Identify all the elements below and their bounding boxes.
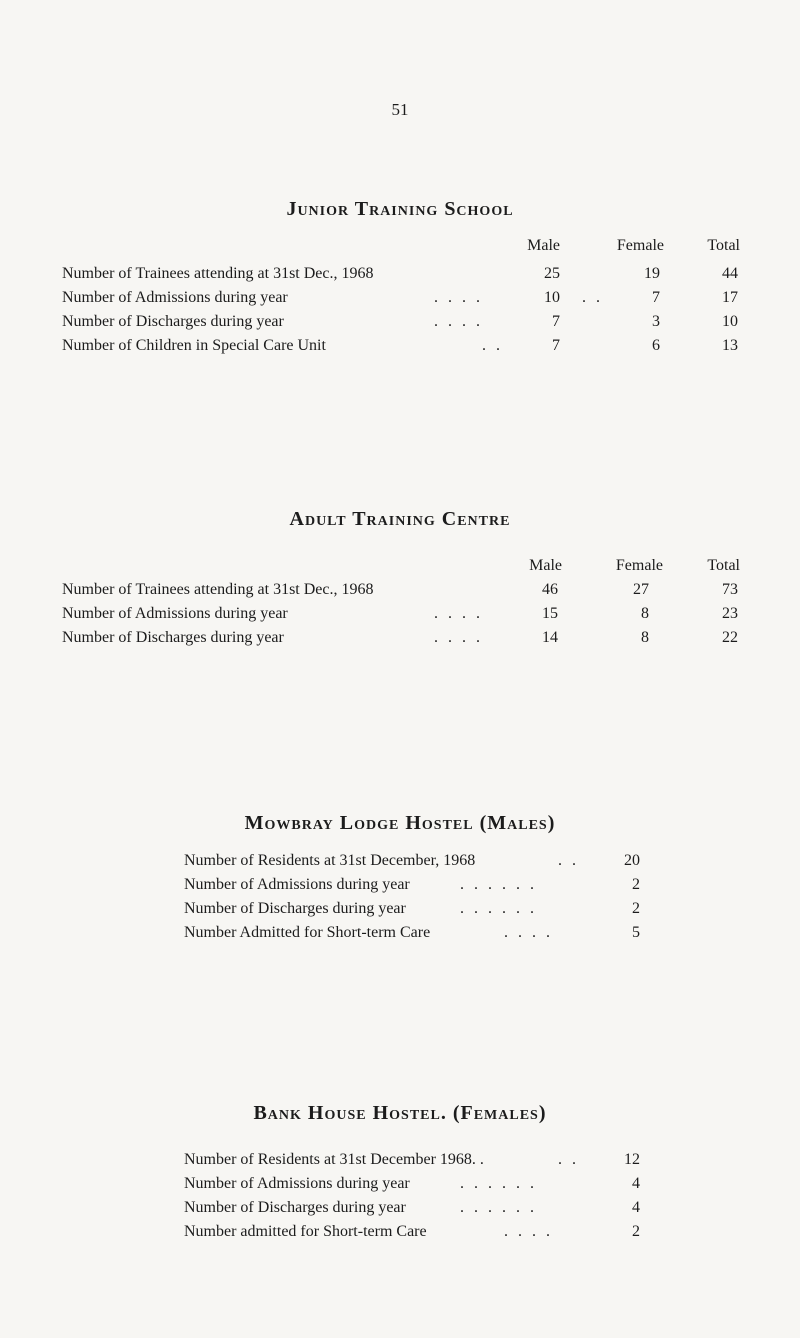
- leader-dots: . . . . . .: [460, 900, 537, 917]
- header-total: Total: [707, 557, 740, 574]
- total-value: 22: [722, 629, 738, 646]
- value: 12: [624, 1151, 640, 1168]
- total-value: 44: [722, 265, 738, 282]
- header-male: Male: [529, 557, 562, 574]
- female-value: 8: [641, 605, 649, 622]
- male-value: 7: [552, 337, 560, 354]
- female-value: 19: [644, 265, 660, 282]
- leader-dots: . . . .: [434, 313, 483, 330]
- female-value: 7: [652, 289, 660, 306]
- value: 20: [624, 852, 640, 869]
- row-label: Number of Discharges during year: [184, 900, 406, 917]
- leader-dots: . . . .: [434, 629, 483, 646]
- total-value: 73: [722, 581, 738, 598]
- row-label: Number of Children in Special Care Unit: [62, 337, 326, 354]
- row-label: Number of Trainees attending at 31st Dec., 1968: [62, 265, 374, 282]
- row-label: Number of Trainees attending at 31st Dec., 1968: [62, 581, 374, 598]
- row-label: Number of Admissions during year: [184, 1175, 410, 1192]
- leader-dots: . . . . . .: [460, 876, 537, 893]
- row-label: Number of Admissions during year: [62, 605, 288, 622]
- total-value: 13: [722, 337, 738, 354]
- row-label: Number of Admissions during year: [62, 289, 288, 306]
- row-label: Number Admitted for Short-term Care: [184, 924, 431, 941]
- row-label: Number of Residents at 31st December, 1968: [184, 852, 476, 869]
- male-value: 15: [542, 605, 558, 622]
- adult-training-centre-title: Adult Training Centre: [289, 508, 511, 530]
- male-value: 25: [544, 265, 560, 282]
- row-label: Number of Residents at 31st December 1968. .: [184, 1151, 484, 1168]
- header-total: Total: [707, 237, 740, 254]
- total-value: 17: [722, 289, 738, 306]
- value: 5: [632, 924, 640, 941]
- row-label: Number of Discharges during year: [62, 313, 284, 330]
- leader-dots: . .: [558, 1151, 579, 1168]
- female-value: 8: [641, 629, 649, 646]
- leader-dots: . . . . . .: [460, 1199, 537, 1216]
- total-value: 10: [722, 313, 738, 330]
- leader-dots: . . . . . .: [460, 1175, 537, 1192]
- row-label: Number of Admissions during year: [184, 876, 410, 893]
- male-value: 14: [542, 629, 558, 646]
- page-number: 51: [391, 100, 409, 119]
- leader-dots: . . . .: [434, 289, 483, 306]
- value: 2: [632, 876, 640, 893]
- leader-dots: . . . .: [434, 605, 483, 622]
- total-value: 23: [722, 605, 738, 622]
- value: 2: [632, 1223, 640, 1240]
- male-value: 7: [552, 313, 560, 330]
- value: 4: [632, 1175, 640, 1192]
- leader-dots: . . . .: [504, 1223, 553, 1240]
- female-value: 6: [652, 337, 660, 354]
- bank-house-hostel-title: Bank House Hostel. (Females): [253, 1102, 547, 1124]
- row-label: Number of Discharges during year: [62, 629, 284, 646]
- junior-training-school-title: Junior Training School: [286, 198, 514, 220]
- value: 2: [632, 900, 640, 917]
- header-female: Female: [616, 237, 664, 254]
- mowbray-lodge-hostel-title: Mowbray Lodge Hostel (Males): [244, 812, 556, 834]
- value: 4: [632, 1199, 640, 1216]
- leader-dots: . .: [582, 289, 603, 306]
- female-value: 27: [633, 581, 649, 598]
- header-female: Female: [615, 557, 663, 574]
- leader-dots: . . . .: [504, 924, 553, 941]
- row-label: Number admitted for Short-term Care: [184, 1223, 427, 1240]
- row-label: Number of Discharges during year: [184, 1199, 406, 1216]
- female-value: 3: [652, 313, 660, 330]
- male-value: 46: [542, 581, 558, 598]
- male-value: 10: [544, 289, 560, 306]
- leader-dots: . .: [482, 337, 503, 354]
- leader-dots: . .: [558, 852, 579, 869]
- header-male: Male: [527, 237, 560, 254]
